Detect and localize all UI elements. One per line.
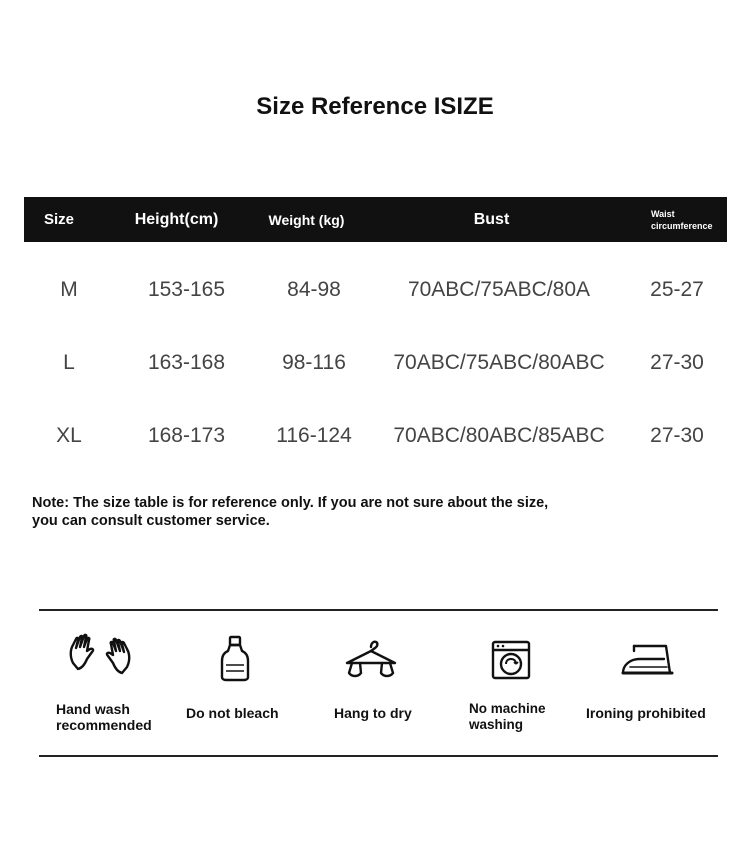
hand-wash-icon bbox=[67, 633, 133, 679]
cell-waist: 25-27 bbox=[650, 278, 704, 301]
no-ironing-label: Ironing prohibited bbox=[586, 705, 706, 721]
care-label bbox=[56, 701, 152, 733]
care-item-hang-dry bbox=[324, 611, 444, 755]
hang-dry-label: Hang to dry bbox=[334, 705, 412, 721]
care-item-hand-wash bbox=[49, 611, 169, 755]
cell-waist: 27-30 bbox=[650, 424, 704, 447]
size-note: Note: The size table is for reference only. If you are not sure about the size, you can consult customer service. bbox=[32, 495, 549, 529]
cell-size: L bbox=[63, 351, 75, 374]
cell-size: M bbox=[60, 278, 78, 301]
header-size: Size bbox=[43, 211, 74, 228]
no-machine-wash-label: No machine washing bbox=[469, 701, 546, 732]
size-table bbox=[24, 197, 727, 447]
header-weight: Weight (kg) bbox=[268, 211, 345, 228]
cell-weight: 116-124 bbox=[276, 424, 352, 447]
header-height: Height(cm) bbox=[134, 210, 219, 228]
cell-weight: 98-116 bbox=[282, 351, 346, 374]
cell-bust: 70ABC/80ABC/85ABC bbox=[393, 424, 605, 447]
cell-bust: 70ABC/75ABC/80A bbox=[407, 278, 591, 301]
table-row bbox=[24, 416, 727, 456]
care-item-no-machine-wash bbox=[464, 611, 589, 755]
table-row bbox=[24, 270, 727, 310]
no-bleach-label: Do not bleach bbox=[186, 705, 279, 721]
washing-machine-icon bbox=[490, 639, 532, 681]
iron-icon bbox=[620, 643, 676, 679]
care-item-no-bleach bbox=[179, 611, 299, 755]
bleach-bottle-icon bbox=[219, 635, 251, 683]
care-instructions bbox=[39, 609, 718, 757]
page-title: Size Reference ISIZE bbox=[256, 93, 494, 120]
header-waist bbox=[651, 197, 727, 242]
cell-height: 153-165 bbox=[147, 278, 226, 301]
table-row bbox=[24, 343, 727, 383]
header-waist-label: Waist circumference bbox=[651, 208, 713, 231]
care-item-no-ironing bbox=[584, 611, 718, 755]
cell-size: XL bbox=[56, 424, 82, 447]
hand-wash-label: Hand wash recommended bbox=[56, 701, 152, 733]
table-header bbox=[24, 197, 727, 242]
cell-height: 163-168 bbox=[147, 351, 226, 374]
cell-weight: 84-98 bbox=[287, 278, 341, 301]
care-label bbox=[469, 701, 569, 733]
header-bust: Bust bbox=[473, 210, 510, 228]
cell-bust: 70ABC/75ABC/80ABC bbox=[393, 351, 605, 374]
hanger-icon bbox=[344, 637, 398, 681]
cell-height: 168-173 bbox=[147, 424, 226, 447]
cell-waist: 27-30 bbox=[650, 351, 704, 374]
